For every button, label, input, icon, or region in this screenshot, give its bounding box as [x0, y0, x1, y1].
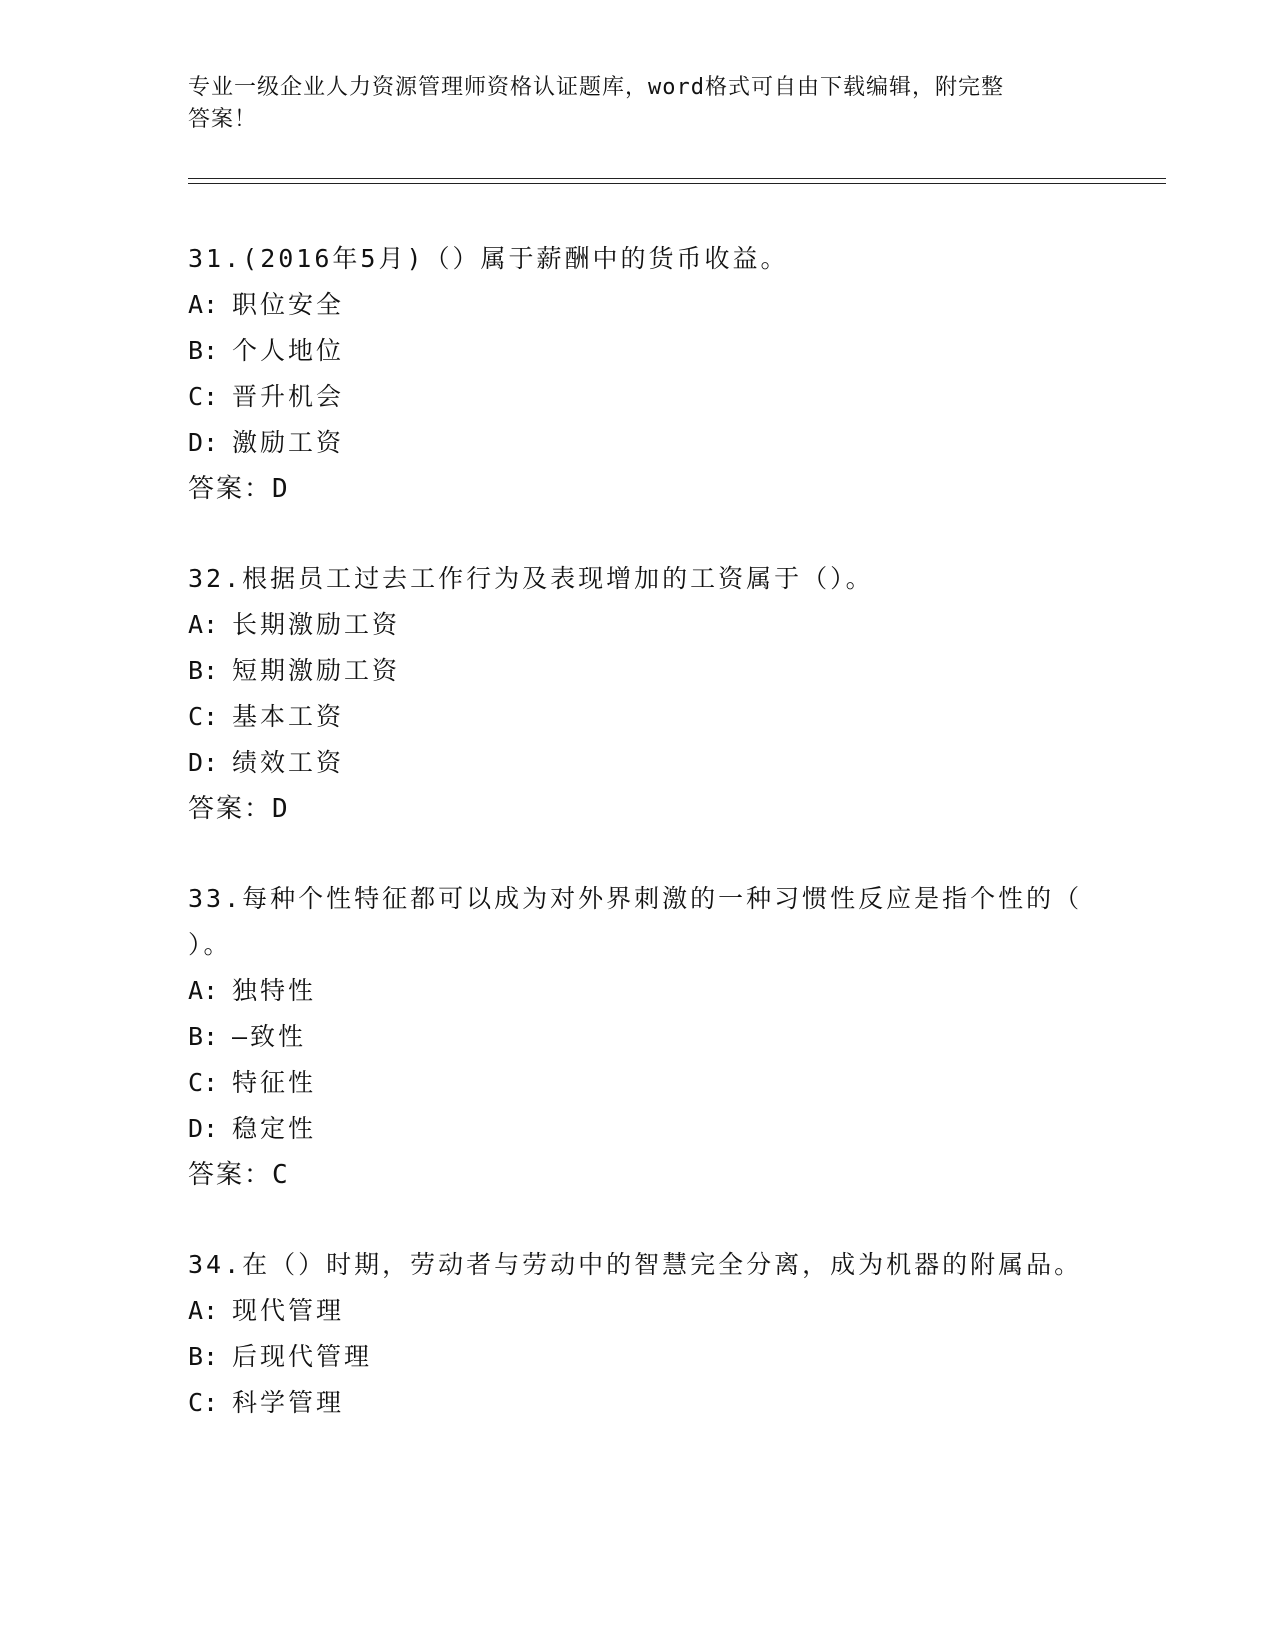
- option-c: [188, 1380, 1088, 1426]
- option-a: [188, 282, 1088, 328]
- option-label: B:: [188, 336, 219, 365]
- option-label: A:: [188, 610, 219, 639]
- answer-label: 答案：: [188, 474, 273, 504]
- option-text: 后现代管理: [232, 1342, 373, 1371]
- option-text: 个人地位: [232, 336, 345, 365]
- answer-value: C: [272, 1160, 289, 1190]
- answer-label: 答案：: [188, 794, 273, 824]
- option-text: —致性: [232, 1022, 307, 1051]
- option-d: [188, 1106, 1088, 1152]
- option-a: [188, 968, 1088, 1014]
- option-label: D:: [188, 428, 219, 457]
- option-label: A:: [188, 1296, 219, 1325]
- answer-line: [188, 786, 1088, 832]
- document-header: [188, 72, 1068, 136]
- option-a: [188, 1288, 1088, 1334]
- option-label: D:: [188, 748, 219, 777]
- option-label: B:: [188, 656, 219, 685]
- question-stem: 34.在（）时期，劳动者与劳动中的智慧完全分离，成为机器的附属品。: [188, 1250, 1083, 1279]
- question-stem: 31.(2016年5月)（）属于薪酬中的货币收益。: [188, 244, 789, 273]
- option-label: B:: [188, 1022, 219, 1051]
- option-text: 绩效工资: [232, 748, 345, 777]
- option-text: 职位安全: [232, 290, 345, 319]
- option-text: 基本工资: [232, 702, 345, 731]
- option-b: [188, 1014, 1088, 1060]
- option-text: 激励工资: [232, 428, 345, 457]
- answer-value: D: [272, 474, 289, 504]
- option-c: [188, 1060, 1088, 1106]
- option-label: C:: [188, 1068, 219, 1097]
- option-text: 晋升机会: [232, 382, 345, 411]
- option-text: 短期激励工资: [232, 656, 401, 685]
- option-label: C:: [188, 702, 219, 731]
- answer-line: [188, 466, 1088, 512]
- question-34: [188, 1242, 1088, 1426]
- option-c: [188, 374, 1088, 420]
- option-label: C:: [188, 1388, 219, 1417]
- question-33: [188, 876, 1088, 1198]
- answer-value: D: [272, 794, 289, 824]
- header-line-1: 专业一级企业人力资源管理师资格认证题库，word格式可自由下载编辑，附完整: [188, 75, 1004, 100]
- option-label: C:: [188, 382, 219, 411]
- option-text: 稳定性: [232, 1114, 317, 1143]
- option-d: [188, 740, 1088, 786]
- header-divider-top: [188, 178, 1166, 179]
- question-32: [188, 556, 1088, 832]
- option-label: A:: [188, 976, 219, 1005]
- header-divider-bottom: [188, 183, 1166, 184]
- option-text: 独特性: [232, 976, 317, 1005]
- option-c: [188, 694, 1088, 740]
- option-b: [188, 328, 1088, 374]
- option-b: [188, 1334, 1088, 1380]
- answer-label: 答案：: [188, 1160, 273, 1190]
- header-line-2: 答案！: [188, 107, 258, 132]
- option-label: B:: [188, 1342, 219, 1371]
- option-text: 科学管理: [232, 1388, 345, 1417]
- option-a: [188, 602, 1088, 648]
- option-label: A:: [188, 290, 219, 319]
- question-31: [188, 236, 1088, 512]
- answer-line: [188, 1152, 1088, 1198]
- option-text: 长期激励工资: [232, 610, 401, 639]
- question-stem: 32.根据员工过去工作行为及表现增加的工资属于（）。: [188, 564, 874, 593]
- question-stem: 33.每种个性特征都可以成为对外界刺激的一种习惯性反应是指个性的（ ）。: [188, 884, 1083, 959]
- option-text: 现代管理: [232, 1296, 345, 1325]
- option-d: [188, 420, 1088, 466]
- option-text: 特征性: [232, 1068, 317, 1097]
- option-b: [188, 648, 1088, 694]
- option-label: D:: [188, 1114, 219, 1143]
